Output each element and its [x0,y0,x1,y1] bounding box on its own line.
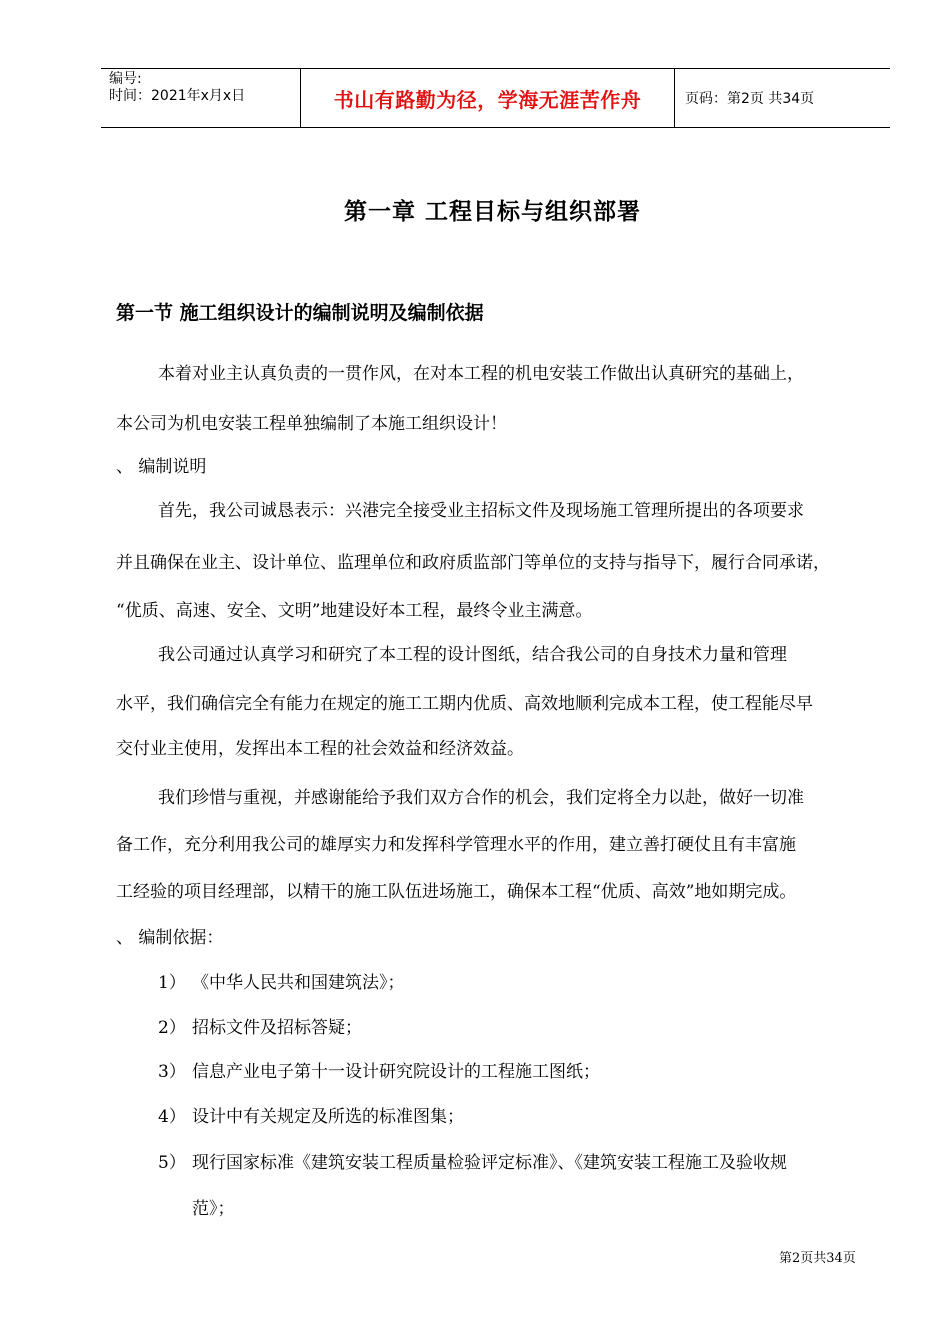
paragraph-line: 并且确保在业主、设计单位、监理单位和政府质监部门等单位的支持与指导下，履行合同承诺， [116,553,830,573]
paragraph-line: 交付业主使用，发挥出本工程的社会效益和经济效益。 [116,739,524,759]
list-item-number: 5） [158,1153,186,1173]
list-item-number: 3） [158,1062,186,1082]
header-meta [101,69,301,127]
number-label: 编号: [109,71,142,87]
time-label: 时间：2021年x月x日 [109,88,246,104]
page-header [101,68,890,128]
list-item-text: 现行国家标准《建筑安装工程质量检验评定标准》、《建筑安装工程施工及验收规 [192,1153,787,1173]
paragraph-line: 本公司为机电安装工程单独编制了本施工组织设计！ [116,414,507,434]
page-footer: 第2页共34页 [779,1251,856,1266]
chapter-title: 第一章 工程目标与组织部署 [343,199,641,225]
list-item-continuation: 范》； [192,1199,235,1219]
header-motto: 书山有路勤为径，学海无涯苦作舟 [301,69,675,127]
list-item-text: 设计中有关规定及所选的标准图集； [192,1107,464,1127]
header-page-info: 页码：第2页 共34页 [685,91,815,107]
paragraph-line: 水平，我们确信完全有能力在规定的施工工期内优质、高效地顺利完成本工程，使工程能尽早 [116,694,813,714]
paragraph-line: 我公司通过认真学习和研究了本工程的设计图纸，结合我公司的自身技术力量和管理 [158,645,787,665]
subheading-compilation-basis: 、 编制依据： [116,928,224,948]
paragraph-line: “优质、高速、安全、文明”地建设好本工程，最终令业主满意。 [116,601,593,621]
list-item-number: 4） [158,1107,186,1127]
list-item-text: 《中华人民共和国建筑法》； [192,973,405,993]
paragraph-line: 本着对业主认真负责的一贯作风，在对本工程的机电安装工作做出认真研究的基础上， [158,364,804,384]
paragraph-line: 备工作，充分利用我公司的雄厚实力和发挥科学管理水平的作用，建立善打硬仗且有丰富施 [116,835,796,855]
list-item-text: 信息产业电子第十一设计研究院设计的工程施工图纸； [192,1062,600,1082]
paragraph-line: 首先，我公司诚恳表示：兴港完全接受业主招标文件及现场施工管理所提出的各项要求 [158,501,804,521]
subheading-compilation-notes: 、 编制说明 [116,457,207,477]
list-item-number: 2） [158,1018,186,1038]
paragraph-line: 我们珍惜与重视，并感谢能给予我们双方合作的机会，我们定将全力以赴，做好一切准 [158,788,804,808]
list-item-text: 招标文件及招标答疑； [192,1018,362,1038]
paragraph-line: 工经验的项目经理部，以精干的施工队伍进场施工，确保本工程“优质、高效”地如期完成。 [116,882,797,902]
section-title: 第一节 施工组织设计的编制说明及编制依据 [116,302,484,324]
list-item-number: 1） [158,973,186,993]
